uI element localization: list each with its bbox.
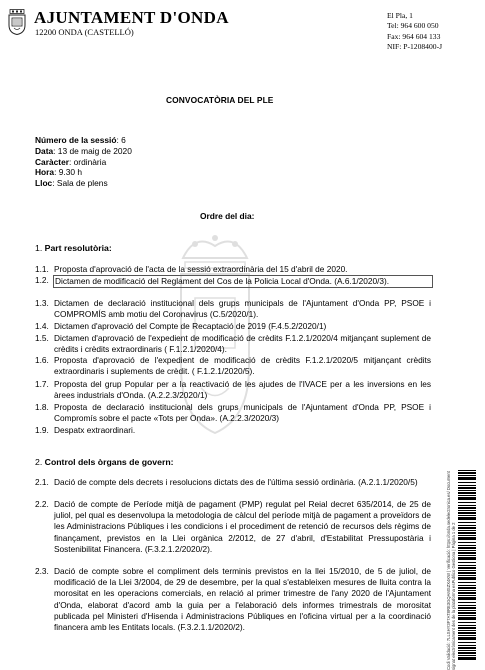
section-heading [35,457,174,467]
section-title: Part resolutòria: [44,243,112,253]
agenda-title: Ordre del dia: [200,211,255,221]
address: El Pla, 1 [387,11,413,20]
phone: Tel: 964 600 050 [387,21,439,31]
item-text: Dació de compte de Període mitjà de pagament (PMP) regulat pel Reial decret 635/2014, de 25 de juliol, pel qual es desenvolupa la metodologia de càlcul del període mitjà de pagament a proveïdors de les Administracions Públiques i les condicions i el procediment de retenció de recursos dels règims de finançament, previstos en la Llei orgànica 2/2012, de 27 d'abril, d'Estabilitat Pressupostària i Sostenibilitat Financera. (F.3.2.1.2/2020/2). [54,499,431,554]
town-crest-icon [8,9,26,35]
org-city: 12200 ONDA (CASTELLÓ) [35,27,134,37]
meta-label: Caràcter [35,156,69,167]
item-text: Dictamen de declaració institucional dels grups municipals de l'Ajuntament d'Onda PP, PSOE i COMPROMÍS amb motiu del Coronavirus (C.5/2020/1). [54,298,431,320]
meta-value: : Sala de plens [52,178,108,189]
meta-label: Número de la sessió [35,135,117,145]
meta-place [35,178,132,189]
meta-session-number [35,135,132,146]
validation-side-text: Codi Validació: 7LLSHY3F7AT8RE3GQAMSZX4KW | Verificació: https://onda.sedelectronica.es/ Document signat electrònicament des de la plataforma esPublico Gestiona | Pàgina 1 de 2 [446,471,456,670]
item-number: 1.9. [35,425,49,435]
session-meta [35,135,132,189]
barcode [458,470,476,662]
meta-value: : ordinària [69,156,107,167]
item-number: 1.6. [35,355,49,365]
meta-label: Lloc [35,178,53,189]
item-number: 1.3. [35,298,49,308]
item-text: Dictamen de modificació del Reglament del Cos de la Policia Local d'Onda. (A.6.1/2020/3). [53,275,433,288]
item-number: 1.2. [35,275,49,285]
document-title: CONVOCATÒRIA DEL PLE [166,95,274,105]
meta-value: : 13 de maig de 2020 [53,145,132,156]
section-number: 1. [35,243,43,253]
item-number: 2.1. [35,477,49,487]
item-number: 1.4. [35,321,49,331]
item-text: Proposta del grup Popular per a la reactivació de les ajudes de l'IVACE per a les inversions en les àrees industrials d'Onda. (A.2.2.3/2020/1) [54,379,431,401]
item-text: Proposta d'aprovació de l'expedient de modificació de crèdits F.1.2.1/2020/5 mitjançant crèdits extraordinaris i suplements de crèdit. ( F.1.2.1/2020/5). [54,355,431,377]
org-name: AJUNTAMENT D'ONDA [34,8,229,27]
item-text: Dictamen d'aprovació del Compte de Recaptació de 2019 (F.4.5.2/2020/1) [54,321,327,331]
item-number: 2.2. [35,499,49,509]
meta-date [35,146,132,157]
item-text: Proposta de declaració institucional dels grups municipals de l'Ajuntament d'Onda PP, PSOE i Compromís sobre el pacte «Tots per Onda». (A.2.2.3/2020/3) [54,402,431,424]
meta-value: : 9.30 h [54,167,83,178]
item-number: 2.3. [35,566,49,576]
contact-block [387,11,442,52]
item-text: Dació de compte dels decrets i resolucions dictats des de l'última sessió ordinària. (A.2.1.1/2020/5) [54,477,418,487]
item-number: 1.8. [35,402,49,412]
section-number: 2. [35,457,43,467]
item-number: 1.5. [35,333,49,343]
item-number: 1.7. [35,379,49,389]
item-text: Proposta d'aprovació de l'acta de la sessió extraordinària del 15 d'abril de 2020. [54,264,348,274]
nif: NIF: P-1208400-J [387,41,443,51]
section-title: Control dels òrgans de govern: [44,457,174,467]
item-number: 1.1. [35,264,49,274]
item-text: Dació de compte sobre el compliment dels terminis previstos en la llei 15/2010, de 5 de juliol, de modificació de la Llei 3/2004, de 29 de desembre, per la qual s'estableixen mesures de lluita contra la morositat en les operacions comercials, en relació al primer trimestre de l'any 2020 de l'Ajuntament d'Onda, elaborat d'acord amb la guia per a l'elaboració dels informes trimestrals de morositat publicada pel Ministeri d'Hisenda i Administracions Públiques en l'oficina virtual per a la coordinació financera amb les Entitats locals. (F.3.2.1.1/2020/2). [54,566,431,633]
section-heading [35,243,112,253]
meta-label: Data [35,145,54,156]
item-text: Dictamen d'aprovació de l'expedient de modificació de crèdits F.1.2.1/2020/4 mitjançant suplement de crèdits i crèdits extraordinaris ( F.1.2.1/2020/4). [54,333,431,355]
meta-label: Hora [35,167,55,178]
item-text: Despatx extraordinari. [54,425,136,435]
meta-time [35,167,132,178]
meta-character [35,157,132,168]
fax: Fax: 964 604 133 [387,31,441,41]
meta-value: : 6 [116,135,126,145]
